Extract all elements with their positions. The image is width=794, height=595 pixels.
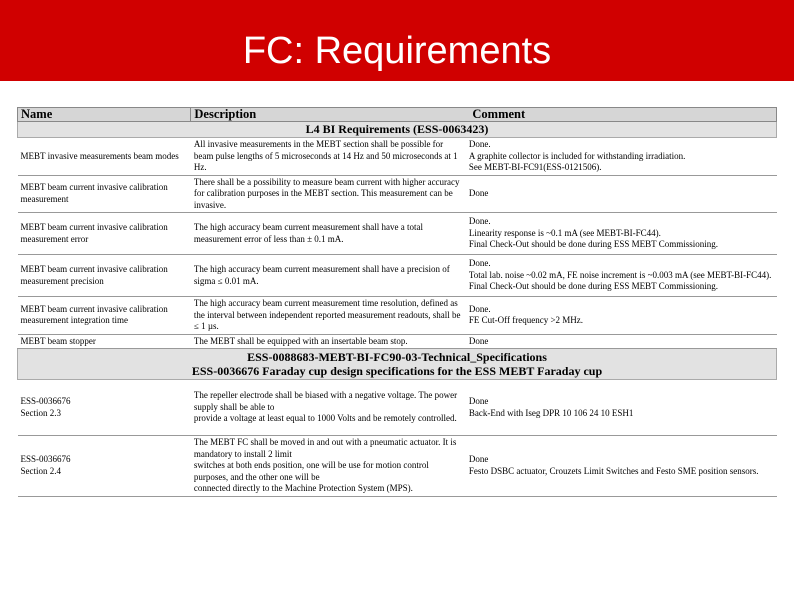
cell-description-line: The high accuracy beam current measurement shall have a precision of sigma ≤ 0.01 mA. [193, 264, 450, 286]
cell-comment [466, 138, 777, 176]
cell-description-line: switches at both ends position, one will be use for motion control purposes, and the other one will be [193, 460, 429, 482]
cell-description [191, 334, 466, 349]
cell-comment [466, 255, 777, 297]
header-description-comment [191, 108, 777, 122]
cell-name-line: MEBT beam current invasive calibration measurement integration time [20, 303, 168, 326]
cell-comment-line: Done [468, 188, 489, 198]
cell-description-line: The repeller electrode shall be biased with a negative voltage. The power supply shall be able to [193, 390, 458, 412]
cell-name-line: Section 2.4 [20, 465, 61, 476]
cell-comment-line: Done. [468, 216, 491, 227]
cell-description [191, 436, 466, 497]
cell-description [191, 255, 466, 297]
cell-name [18, 138, 191, 176]
section2-line1: ESS-0088683-MEBT-BI-FC90-03-Technical_Specifications [247, 350, 547, 364]
cell-name-line: ESS-0036676 [20, 396, 71, 406]
header-description: Description [194, 107, 257, 121]
cell-description-line: The high accuracy beam current measurement shall have a total measurement error of less than ± 0.1 mA. [193, 222, 424, 244]
table-row [18, 255, 777, 297]
cell-comment-line: Done [468, 335, 489, 346]
cell-comment [466, 297, 777, 335]
cell-description-line: All invasive measurements in the MEBT section shall be possible for beam pulse lengths of 5 microseconds at 14 Hz and 50 microseconds at 1 Hz. [193, 139, 458, 172]
cell-comment-line: Done. [468, 139, 491, 149]
cell-name [18, 334, 191, 349]
section-l4-bi [18, 122, 777, 138]
cell-comment-line: Done [468, 396, 489, 406]
cell-description [191, 213, 466, 255]
section2-rows [18, 380, 777, 497]
table-row [18, 138, 777, 176]
cell-name [18, 297, 191, 335]
cell-comment-line: Done. [468, 303, 491, 314]
table-header [18, 108, 777, 122]
cell-comment-line: Final Check-Out should be done during ESS MEBT Commissioning. [468, 239, 718, 250]
section2-line2: ESS-0036676 Faraday cup design specifications for the ESS MEBT Faraday cup [191, 364, 603, 378]
table-row [18, 213, 777, 255]
table-row [18, 380, 777, 436]
cell-description-line: There shall be a possibility to measure beam current with higher accuracy for calibration purposes in the MEBT section. This measurement can be invasive. [193, 176, 460, 210]
cell-description-line: connected directly to the Machine Protection System (MPS). [193, 483, 413, 493]
table-row [18, 297, 777, 335]
cell-name-line: MEBT beam stopper [20, 335, 96, 346]
cell-comment [466, 380, 777, 436]
section1-rows [18, 138, 777, 349]
cell-name-line: Section 2.3 [20, 407, 61, 418]
table-row [18, 436, 777, 497]
cell-comment [466, 334, 777, 349]
table-row [18, 175, 777, 213]
cell-description [191, 297, 466, 335]
cell-description [191, 380, 466, 436]
cell-name [18, 175, 191, 213]
cell-name-line: MEBT invasive measurements beam modes [20, 150, 179, 161]
cell-name-line: MEBT beam current invasive calibration measurement precision [20, 264, 168, 286]
cell-name-line: MEBT beam current invasive calibration measurement error [20, 222, 168, 244]
section-technical-spec-title [18, 349, 777, 380]
cell-comment-line: Linearity response is ~0.1 mA (see MEBT-BI-FC44). [468, 227, 661, 238]
header-comment: Comment [472, 107, 526, 121]
cell-name-line: MEBT beam current invasive calibration measurement [20, 182, 168, 204]
cell-comment-line: Back-End with Iseg DPR 10 106 24 10 ESH1 [468, 407, 634, 418]
section-l4-bi-title: L4 BI Requirements (ESS-0063423) [18, 122, 777, 138]
section-technical-spec [18, 349, 777, 380]
slide-title: FC: Requirements [242, 30, 552, 72]
cell-comment-line: Final Check-Out should be done during ESS MEBT Commissioning. [468, 281, 718, 292]
requirements-table [17, 107, 777, 497]
cell-comment-line: Done. [468, 258, 491, 269]
cell-comment [466, 213, 777, 255]
table-row [18, 334, 777, 349]
cell-comment-line: Done [468, 454, 489, 465]
cell-name [18, 380, 191, 436]
cell-comment-line: FE Cut-Off frequency >2 MHz. [468, 315, 584, 326]
cell-description [191, 175, 466, 213]
header-name: Name [18, 108, 191, 122]
cell-name-line: ESS-0036676 [20, 454, 71, 465]
cell-description-line: The MEBT FC shall be moved in and out with a pneumatic actuator. It is mandatory to install 2 limit [193, 437, 457, 459]
cell-comment-line: See MEBT-BI-FC91(ESS-0121506). [468, 162, 602, 172]
cell-name [18, 436, 191, 497]
cell-comment [466, 175, 777, 213]
cell-description-line: The high accuracy beam current measurement time resolution, defined as the interval between independent reported measurement readouts, shall be ≤ 1 µs. [193, 298, 461, 331]
cell-name [18, 255, 191, 297]
cell-comment-line: A graphite collector is included for withstanding irradiation. [468, 150, 686, 161]
cell-description-line: The MEBT shall be equipped with an insertable beam stop. [193, 335, 408, 346]
cell-comment [466, 436, 777, 497]
cell-comment-line: Total lab. noise ~0.02 mA, FE noise increment is ~0.003 mA (see MEBT-BI-FC44). [468, 269, 772, 280]
cell-description-line: provide a voltage at least equal to 1000 Volts and be remotely controlled. [193, 413, 457, 424]
cell-description [191, 138, 466, 176]
cell-name [18, 213, 191, 255]
cell-comment-line: Festo DSBC actuator, Crouzets Limit Switches and Festo SME position sensors. [468, 465, 759, 476]
